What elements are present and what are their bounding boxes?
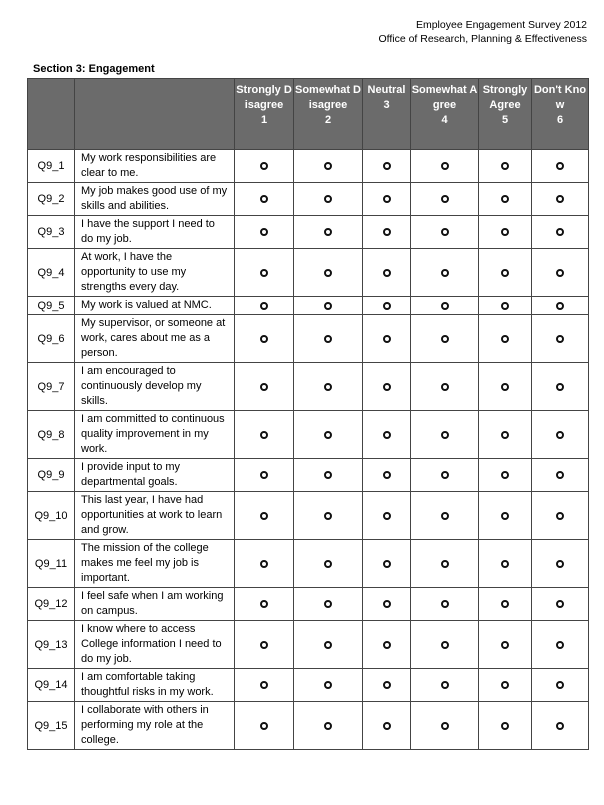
radio-option-4[interactable] [441, 302, 449, 310]
option-cell [532, 297, 589, 315]
radio-option-6[interactable] [556, 512, 564, 520]
radio-option-5[interactable] [501, 302, 509, 310]
option-cell [363, 669, 411, 702]
radio-option-2[interactable] [324, 512, 332, 520]
table-header-row [28, 79, 589, 150]
option-cell [235, 297, 294, 315]
radio-option-1[interactable] [260, 471, 268, 479]
option-cell [294, 315, 363, 363]
radio-option-4[interactable] [441, 269, 449, 277]
radio-option-1[interactable] [260, 600, 268, 608]
radio-option-1[interactable] [260, 162, 268, 170]
option-cell [411, 315, 479, 363]
option-cell [479, 150, 532, 183]
radio-option-5[interactable] [501, 600, 509, 608]
radio-option-4[interactable] [441, 641, 449, 649]
option-cell [294, 363, 363, 411]
radio-option-2[interactable] [324, 560, 332, 568]
radio-option-4[interactable] [441, 560, 449, 568]
option-cell [411, 669, 479, 702]
option-cell [294, 621, 363, 669]
header-scale-5 [479, 79, 532, 150]
question-id: Q9_3 [28, 216, 75, 249]
radio-option-4[interactable] [441, 722, 449, 730]
radio-option-1[interactable] [260, 228, 268, 236]
option-cell [235, 588, 294, 621]
option-cell [532, 315, 589, 363]
option-cell [363, 540, 411, 588]
option-cell [411, 702, 479, 750]
radio-option-2[interactable] [324, 228, 332, 236]
option-cell [479, 540, 532, 588]
radio-option-1[interactable] [260, 383, 268, 391]
radio-option-6[interactable] [556, 681, 564, 689]
option-cell [235, 702, 294, 750]
radio-option-4[interactable] [441, 681, 449, 689]
table-row [28, 297, 589, 315]
option-cell [411, 249, 479, 297]
office-name: Office of Research, Planning & Effectiveness [378, 33, 587, 45]
option-cell [294, 297, 363, 315]
radio-option-3[interactable] [383, 195, 391, 203]
radio-option-1[interactable] [260, 431, 268, 439]
table-row [28, 702, 589, 750]
option-cell [532, 249, 589, 297]
question-text: I provide input to my departmental goals. [75, 459, 235, 492]
radio-option-3[interactable] [383, 228, 391, 236]
radio-option-4[interactable] [441, 162, 449, 170]
option-cell [411, 459, 479, 492]
radio-option-1[interactable] [260, 195, 268, 203]
question-text: I collaborate with others in performing my role at the college. [75, 702, 235, 750]
table-row [28, 459, 589, 492]
option-cell [363, 363, 411, 411]
radio-option-5[interactable] [501, 383, 509, 391]
table-row [28, 669, 589, 702]
radio-option-1[interactable] [260, 302, 268, 310]
radio-option-4[interactable] [441, 471, 449, 479]
scale-number: 4 [441, 114, 448, 126]
radio-option-4[interactable] [441, 228, 449, 236]
option-cell [479, 216, 532, 249]
radio-option-6[interactable] [556, 383, 564, 391]
question-id: Q9_4 [28, 249, 75, 297]
question-id: Q9_11 [28, 540, 75, 588]
question-text: My work is valued at NMC. [75, 297, 235, 315]
option-cell [294, 249, 363, 297]
option-cell [532, 216, 589, 249]
option-cell [363, 588, 411, 621]
option-cell [363, 216, 411, 249]
option-cell [479, 363, 532, 411]
option-cell [294, 702, 363, 750]
radio-option-5[interactable] [501, 681, 509, 689]
option-cell [294, 459, 363, 492]
radio-option-6[interactable] [556, 335, 564, 343]
option-cell [363, 459, 411, 492]
question-text: I have the support I need to do my job. [75, 216, 235, 249]
table-row [28, 492, 589, 540]
table-row [28, 315, 589, 363]
radio-option-2[interactable] [324, 431, 332, 439]
radio-option-6[interactable] [556, 600, 564, 608]
option-cell [363, 411, 411, 459]
radio-option-5[interactable] [501, 335, 509, 343]
question-id: Q9_2 [28, 183, 75, 216]
radio-option-4[interactable] [441, 335, 449, 343]
option-cell [294, 588, 363, 621]
scale-label: Neutral [367, 84, 406, 96]
question-text: This last year, I have had opportunities at work to learn and grow. [75, 492, 235, 540]
radio-option-2[interactable] [324, 722, 332, 730]
option-cell [532, 492, 589, 540]
radio-option-6[interactable] [556, 228, 564, 236]
question-text: I know where to access College information I need to do my job. [75, 621, 235, 669]
question-id: Q9_1 [28, 150, 75, 183]
radio-option-2[interactable] [324, 641, 332, 649]
option-cell [411, 150, 479, 183]
radio-option-3[interactable] [383, 471, 391, 479]
table-row [28, 588, 589, 621]
radio-option-6[interactable] [556, 722, 564, 730]
option-cell [532, 540, 589, 588]
radio-option-5[interactable] [501, 641, 509, 649]
radio-option-3[interactable] [383, 641, 391, 649]
option-cell [479, 183, 532, 216]
option-cell [532, 669, 589, 702]
option-cell [411, 492, 479, 540]
option-cell [363, 150, 411, 183]
radio-option-5[interactable] [501, 512, 509, 520]
table-row [28, 249, 589, 297]
question-id: Q9_8 [28, 411, 75, 459]
radio-option-2[interactable] [324, 383, 332, 391]
option-cell [532, 702, 589, 750]
scale-label: Somewhat Disagree [294, 84, 361, 111]
option-cell [532, 150, 589, 183]
radio-option-3[interactable] [383, 383, 391, 391]
option-cell [479, 411, 532, 459]
radio-option-6[interactable] [556, 641, 564, 649]
radio-option-3[interactable] [383, 335, 391, 343]
radio-option-5[interactable] [501, 560, 509, 568]
option-cell [235, 183, 294, 216]
question-id: Q9_13 [28, 621, 75, 669]
radio-option-2[interactable] [324, 681, 332, 689]
option-cell [532, 588, 589, 621]
option-cell [479, 315, 532, 363]
option-cell [532, 183, 589, 216]
option-cell [532, 459, 589, 492]
radio-option-5[interactable] [501, 162, 509, 170]
option-cell [235, 216, 294, 249]
radio-option-2[interactable] [324, 600, 332, 608]
option-cell [363, 621, 411, 669]
option-cell [532, 621, 589, 669]
question-id: Q9_6 [28, 315, 75, 363]
scale-label: Don't Know [533, 84, 587, 111]
option-cell [411, 216, 479, 249]
question-text: I am comfortable taking thoughtful risks in my work. [75, 669, 235, 702]
header-scale-1 [235, 79, 294, 150]
scale-number: 3 [383, 99, 390, 111]
option-cell [479, 702, 532, 750]
option-cell [411, 540, 479, 588]
option-cell [411, 621, 479, 669]
radio-option-4[interactable] [441, 600, 449, 608]
option-cell [363, 702, 411, 750]
option-cell [235, 315, 294, 363]
question-id: Q9_7 [28, 363, 75, 411]
option-cell [363, 249, 411, 297]
option-cell [479, 669, 532, 702]
radio-option-1[interactable] [260, 560, 268, 568]
option-cell [235, 459, 294, 492]
option-cell [363, 315, 411, 363]
radio-option-4[interactable] [441, 195, 449, 203]
radio-option-1[interactable] [260, 512, 268, 520]
table-row [28, 411, 589, 459]
question-text: I am committed to continuous quality improvement in my work. [75, 411, 235, 459]
table-row [28, 363, 589, 411]
option-cell [294, 150, 363, 183]
document-header [378, 18, 587, 46]
scale-number: 2 [324, 114, 332, 126]
option-cell [411, 411, 479, 459]
radio-option-6[interactable] [556, 471, 564, 479]
scale-label: Somewhat Agree [411, 84, 478, 111]
engagement-survey-table [27, 78, 589, 750]
option-cell [235, 621, 294, 669]
scale-label: Strongly Agree [482, 84, 528, 111]
question-id: Q9_12 [28, 588, 75, 621]
option-cell [479, 249, 532, 297]
option-cell [363, 492, 411, 540]
radio-option-6[interactable] [556, 560, 564, 568]
radio-option-6[interactable] [556, 162, 564, 170]
option-cell [294, 492, 363, 540]
radio-option-5[interactable] [501, 195, 509, 203]
option-cell [363, 183, 411, 216]
header-blank-question [75, 79, 235, 150]
radio-option-1[interactable] [260, 681, 268, 689]
radio-option-1[interactable] [260, 722, 268, 730]
header-scale-2 [294, 79, 363, 150]
radio-option-6[interactable] [556, 269, 564, 277]
option-cell [479, 588, 532, 621]
question-id: Q9_5 [28, 297, 75, 315]
table-row [28, 540, 589, 588]
radio-option-4[interactable] [441, 383, 449, 391]
option-cell [235, 249, 294, 297]
option-cell [235, 363, 294, 411]
option-cell [294, 540, 363, 588]
option-cell [294, 411, 363, 459]
option-cell [235, 669, 294, 702]
header-scale-4 [411, 79, 479, 150]
radio-option-1[interactable] [260, 269, 268, 277]
question-text: At work, I have the opportunity to use my strengths every day. [75, 249, 235, 297]
radio-option-3[interactable] [383, 722, 391, 730]
question-text: I am encouraged to continuously develop my skills. [75, 363, 235, 411]
radio-option-3[interactable] [383, 431, 391, 439]
header-blank-id [28, 79, 75, 150]
radio-option-2[interactable] [324, 302, 332, 310]
radio-option-6[interactable] [556, 431, 564, 439]
table-row [28, 150, 589, 183]
radio-option-2[interactable] [324, 269, 332, 277]
radio-option-3[interactable] [383, 681, 391, 689]
option-cell [294, 183, 363, 216]
option-cell [411, 363, 479, 411]
question-text: The mission of the college makes me feel my job is important. [75, 540, 235, 588]
radio-option-5[interactable] [501, 269, 509, 277]
header-scale-6 [532, 79, 589, 150]
radio-option-2[interactable] [324, 335, 332, 343]
radio-option-3[interactable] [383, 600, 391, 608]
radio-option-1[interactable] [260, 335, 268, 343]
radio-option-4[interactable] [441, 512, 449, 520]
question-text: My supervisor, or someone at work, cares about me as a person. [75, 315, 235, 363]
survey-title: Employee Engagement Survey 2012 [415, 19, 587, 31]
option-cell [294, 216, 363, 249]
question-text: My job makes good use of my skills and abilities. [75, 183, 235, 216]
question-text: My work responsibilities are clear to me. [75, 150, 235, 183]
radio-option-6[interactable] [556, 302, 564, 310]
option-cell [479, 492, 532, 540]
radio-option-3[interactable] [383, 302, 391, 310]
question-text: I feel safe when I am working on campus. [75, 588, 235, 621]
radio-option-5[interactable] [501, 228, 509, 236]
question-id: Q9_15 [28, 702, 75, 750]
option-cell [479, 459, 532, 492]
option-cell [411, 588, 479, 621]
radio-option-4[interactable] [441, 431, 449, 439]
table-row [28, 183, 589, 216]
question-id: Q9_9 [28, 459, 75, 492]
option-cell [235, 411, 294, 459]
option-cell [411, 183, 479, 216]
option-cell [235, 150, 294, 183]
option-cell [411, 297, 479, 315]
table-row [28, 621, 589, 669]
option-cell [235, 492, 294, 540]
option-cell [235, 540, 294, 588]
radio-option-3[interactable] [383, 269, 391, 277]
option-cell [532, 363, 589, 411]
radio-option-3[interactable] [383, 162, 391, 170]
radio-option-2[interactable] [324, 471, 332, 479]
radio-option-3[interactable] [383, 560, 391, 568]
radio-option-2[interactable] [324, 195, 332, 203]
radio-option-2[interactable] [324, 162, 332, 170]
radio-option-1[interactable] [260, 641, 268, 649]
table-row [28, 216, 589, 249]
scale-number: 5 [501, 114, 509, 126]
scale-number: 6 [556, 114, 564, 126]
header-scale-3 [363, 79, 411, 150]
question-id: Q9_14 [28, 669, 75, 702]
option-cell [294, 669, 363, 702]
radio-option-3[interactable] [383, 512, 391, 520]
radio-option-6[interactable] [556, 195, 564, 203]
radio-option-5[interactable] [501, 722, 509, 730]
section-title: Section 3: Engagement [33, 63, 155, 75]
scale-number: 1 [260, 114, 268, 126]
option-cell [532, 411, 589, 459]
scale-label: Strongly Disagree [236, 84, 292, 111]
radio-option-5[interactable] [501, 431, 509, 439]
radio-option-5[interactable] [501, 471, 509, 479]
option-cell [479, 297, 532, 315]
question-id: Q9_10 [28, 492, 75, 540]
option-cell [479, 621, 532, 669]
option-cell [363, 297, 411, 315]
